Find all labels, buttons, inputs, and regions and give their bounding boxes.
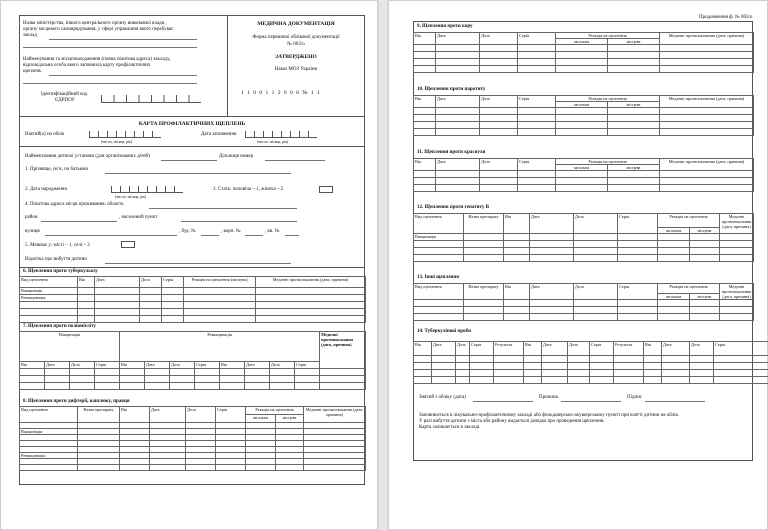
address-label: 4. Поштова адреса місця проживання: область xyxy=(25,202,124,207)
s8-title: 8. Щеплення проти дифтерії, кашлюку, правця xyxy=(23,399,130,404)
removed-label: Знятий з обліку (дата) xyxy=(419,395,466,400)
taken-label: Взятий(а) на облік xyxy=(25,132,65,137)
s7-table xyxy=(19,331,366,390)
s13-h-general: загальна xyxy=(658,294,690,300)
s13-h-local: місцева xyxy=(690,294,720,300)
s7-c10: Дата xyxy=(245,362,270,369)
taken-date-hint: (число, місяць, рік) xyxy=(101,140,133,144)
s11-h-contra: Медичні протипоказання (дата, причина) xyxy=(660,159,754,171)
ministry-line-1: Назва міністерства, іншого центрального органу виконавчої влади, xyxy=(23,21,166,26)
s8-h-drug: Назва препарату xyxy=(78,407,120,423)
s11-h-age: Вік xyxy=(414,159,436,171)
ministry-input-line[interactable] xyxy=(49,39,197,40)
s14-c4: Серія xyxy=(470,342,494,356)
institution-line-1: Найменування та місцезнаходження (повна поштова адреса) закладу, xyxy=(23,57,171,62)
s7-contra: Медичні протипоказання (дата, причина) xyxy=(320,332,366,369)
street-label: вулиця xyxy=(25,229,40,234)
s12-h-drug: Назва препарату xyxy=(464,214,504,234)
s8-h-date: Дата xyxy=(150,407,186,423)
approved-label: ЗАТВЕРДЖЕНО xyxy=(275,54,317,60)
district-input-line[interactable] xyxy=(265,160,325,161)
name-input-line[interactable] xyxy=(105,173,291,174)
s12-table xyxy=(413,213,754,262)
s7-c4: Серія xyxy=(95,362,120,369)
form-number: № 063/о xyxy=(287,42,305,47)
s11-h-series: Серія xyxy=(518,159,556,171)
note-1: Заповнюється в лікувально-профілактичному закладі або фельдшерсько-акушерському пункті при взятті дитини на облік. xyxy=(419,413,680,418)
signature-input-line[interactable] xyxy=(645,401,705,402)
form-line: Форма первинної облікової документації xyxy=(252,35,340,40)
s6-h-date: Дата xyxy=(95,277,140,288)
s12-title: 12. Щеплення проти гепатиту В xyxy=(417,205,490,210)
s12-row-vacc: Вакцинація xyxy=(414,234,464,241)
s12-h-series: Серія xyxy=(618,214,658,234)
s8-table xyxy=(19,406,366,471)
s9-h-age: Вік xyxy=(414,33,436,45)
reason-input-line[interactable] xyxy=(561,401,621,402)
removed-date-input-line[interactable] xyxy=(473,401,533,402)
s7-c2: Дата xyxy=(45,362,70,369)
s6-h-age: Вік xyxy=(78,277,95,288)
s7-c6: Дата xyxy=(145,362,170,369)
s9-h-reaction: Реакція на щеплення xyxy=(556,33,660,39)
s14-c11: Вік xyxy=(644,342,662,356)
s7-c11: Доза xyxy=(270,362,295,369)
s14-c10: Результат xyxy=(614,342,644,356)
raion-label: район xyxy=(25,215,38,220)
s10-title: 10. Щеплення проти паротиту xyxy=(417,87,486,92)
s14-table xyxy=(413,341,768,384)
s12-h-type: Вид щеплення xyxy=(414,214,464,234)
s7-c5: Вік xyxy=(120,362,145,369)
s10-h-local: місцева xyxy=(608,102,660,108)
house-label: , буд. № xyxy=(179,229,196,234)
note-3: Карта залишається в закладі. xyxy=(419,425,481,430)
s8-h-local: місцева xyxy=(276,415,304,423)
s8-h-reaction: Реакція на щеплення xyxy=(246,407,304,415)
s6-title: 6. Щеплення проти туберкульозу xyxy=(23,269,98,274)
note-2: У разі вибуття дитини з міста або району видається довідка про проведення щеплення. xyxy=(419,419,605,424)
region-input-line[interactable] xyxy=(149,208,297,209)
s11-h-dose: Доза xyxy=(480,159,518,171)
medical-doc-title: МЕДИЧНА ДОКУМЕНТАЦІЯ xyxy=(257,21,335,27)
s8-h-type: Вид щеплення xyxy=(20,407,78,423)
s6-h-dose: Доза xyxy=(140,277,162,288)
edrpou-boxes[interactable] xyxy=(101,95,201,103)
s9-h-series: Серія xyxy=(518,33,556,45)
s14-c9: Серія xyxy=(590,342,614,356)
s9-h-local: місцева xyxy=(608,39,660,45)
s6-table xyxy=(19,276,366,323)
code-label-2: ЄДРПОУ xyxy=(55,98,75,103)
s13-h-drug: Назва препарату xyxy=(464,284,504,300)
s12-h-contra: Медичні протипоказання (дата, причина) xyxy=(720,214,754,234)
s7-c7: Доза xyxy=(170,362,195,369)
s7-group-revacc: Ревакцинація xyxy=(120,332,320,362)
s13-h-contra: Медичні протипоказання (дата, причина) xyxy=(720,284,754,300)
s12-h-age: Вік xyxy=(504,214,530,234)
institution-line-3: щеплень xyxy=(23,69,42,74)
s9-table xyxy=(413,32,754,73)
s10-h-date: Дата xyxy=(436,96,480,108)
s13-h-reaction: Реакція на щеплення xyxy=(658,284,720,294)
s7-c9: Вік xyxy=(220,362,245,369)
s6-h-series: Серія xyxy=(162,277,184,288)
kindergarten-input-line[interactable] xyxy=(161,160,217,161)
birth-date-hint: (число, місяць, рік) xyxy=(115,195,147,199)
s9-h-contra: Медичні протипоказання (дата, причина) xyxy=(660,33,754,45)
raion-input-line[interactable] xyxy=(41,221,117,222)
s6-h-type: Вид щеплення xyxy=(20,277,78,288)
s11-h-reaction: Реакція на щеплення xyxy=(556,159,660,165)
s8-h-general: загальна xyxy=(246,415,276,423)
s13-h-type: Вид щеплення xyxy=(414,284,464,300)
s8-h-age: Вік xyxy=(120,407,150,423)
residence-checkbox[interactable] xyxy=(121,241,135,248)
s8-row-vacc: Вакцинація xyxy=(20,429,78,435)
s7-c3: Доза xyxy=(70,362,95,369)
s7-c8: Серія xyxy=(195,362,220,369)
s10-h-general: загальна xyxy=(556,102,608,108)
s6-row-revacc: Ревакцинація xyxy=(20,295,78,302)
taken-date-boxes[interactable] xyxy=(89,131,161,138)
s14-c12: Дата xyxy=(662,342,690,356)
s7-title: 7. Щеплення проти поліомієліту xyxy=(23,324,96,329)
s7-group-vacc: Вакцинація xyxy=(20,332,120,362)
ministry-line-2: органу місцевого самоврядування, у сфері управління якого перебуває xyxy=(23,27,174,32)
s11-h-general: загальна xyxy=(556,165,608,171)
settlement-input-line[interactable] xyxy=(181,221,297,222)
s9-h-general: загальна xyxy=(556,39,608,45)
s12-h-general: загальна xyxy=(658,228,690,234)
continuation-label: Продовження ф. № 063/о xyxy=(699,15,753,20)
s6-h-reaction: Реакція на щеплення (місцева) xyxy=(184,277,256,288)
s8-h-contra: Медичні протипоказання (дата, причина) xyxy=(304,407,366,423)
leave-label: Відмітка про вибуття дитини xyxy=(25,257,87,262)
s14-title: 14. Туберкулінові проби xyxy=(417,329,471,334)
s14-c13: Доза xyxy=(690,342,714,356)
s14-c7: Дата xyxy=(542,342,568,356)
s11-h-date: Дата xyxy=(436,159,480,171)
settlement-label: , населений пункт xyxy=(119,215,158,220)
s8-row-revacc: Ревакцинація xyxy=(20,453,78,459)
s7-c12: Серія xyxy=(295,362,320,369)
s14-c6: Вік xyxy=(524,342,542,356)
form-page-2 xyxy=(388,0,768,530)
signature-label: Підпис xyxy=(627,395,643,400)
s14-c8: Доза xyxy=(568,342,590,356)
reason-label: Причина xyxy=(539,395,558,400)
s12-h-date: Дата xyxy=(530,214,574,234)
leave-input-line[interactable] xyxy=(105,263,291,264)
s14-c1: Вік xyxy=(414,342,432,356)
s10-h-age: Вік xyxy=(414,96,436,108)
s13-h-date: Дата xyxy=(530,284,574,300)
s9-h-dose: Доза xyxy=(480,33,518,45)
s12-h-local: місцева xyxy=(690,228,720,234)
kindergarten-label: Найменування дитячої установи (для організованих дітей) xyxy=(25,154,150,159)
s13-h-dose: Доза xyxy=(574,284,618,300)
filled-date-hint: (число, місяць, рік) xyxy=(257,140,289,144)
s10-h-contra: Медичні протипоказання (дата, причина) xyxy=(660,96,754,108)
s10-h-series: Серія xyxy=(518,96,556,108)
s11-table xyxy=(413,158,754,192)
s13-title: 13. Інші щеплення xyxy=(417,275,459,280)
s8-h-dose: Доза xyxy=(186,407,216,423)
filled-label: Дата заповнення xyxy=(201,132,237,137)
kv-label: , кв. № xyxy=(265,229,280,234)
form-code-digits: 1 1 0 0 1 1 2 0 0 6 № 1 1 xyxy=(241,90,321,96)
ministry-line-3: заклад xyxy=(23,33,37,38)
s6-h-contra: Медичні протипоказання (дата, причина) xyxy=(256,277,366,288)
code-label-1: Ідентифікаційний код xyxy=(41,92,88,97)
s14-c3: Доза xyxy=(456,342,470,356)
institution-line-2: відповідальна особа якого заповнила карту профілактичних xyxy=(23,63,151,68)
s12-h-reaction: Реакція на щеплення xyxy=(658,214,720,228)
s14-c2: Дата xyxy=(432,342,456,356)
s13-table xyxy=(413,283,754,321)
card-title: КАРТА ПРОФІЛАКТИЧНИХ ЩЕПЛЕНЬ xyxy=(138,121,246,127)
s13-h-series: Серія xyxy=(618,284,658,300)
s14-c14: Серія xyxy=(714,342,768,356)
kv-input-line[interactable] xyxy=(285,235,299,236)
house-input-line[interactable] xyxy=(201,235,219,236)
residence-label: 5. Мешкає у: місті – 1, селі – 2 xyxy=(25,243,90,248)
name-label: 1. Прізвище, ім’я, по батькові xyxy=(25,167,89,172)
sex-label: 3. Стать: чоловіча – 1, жіноча – 2 xyxy=(213,187,284,192)
form-page-1 xyxy=(0,0,378,530)
korp-input-line[interactable] xyxy=(245,235,263,236)
s11-h-local: місцева xyxy=(608,165,660,171)
sex-checkbox[interactable] xyxy=(319,186,333,193)
s10-table xyxy=(413,95,754,136)
order-label: Наказ МОЗ України xyxy=(274,67,318,72)
filled-date-boxes[interactable] xyxy=(245,131,317,138)
s10-h-dose: Доза xyxy=(480,96,518,108)
institution-input-line[interactable] xyxy=(49,75,197,76)
s6-row-vacc: Вакцинація xyxy=(20,288,78,295)
birth-label: 2. Дата народження xyxy=(25,187,67,192)
street-input-line[interactable] xyxy=(45,235,177,236)
district-label: Дільниця номер xyxy=(219,154,254,159)
s11-title: 11. Щеплення проти краснухи xyxy=(417,150,486,155)
korp-label: , корп. № xyxy=(221,229,241,234)
s13-h-age: Вік xyxy=(504,284,530,300)
s9-h-date: Дата xyxy=(436,33,480,45)
s7-c1: Вік xyxy=(20,362,45,369)
s10-h-reaction: Реакція на щеплення xyxy=(556,96,660,102)
s14-c5: Результат xyxy=(494,342,524,356)
s9-title: 9. Щеплення проти кору xyxy=(417,24,473,29)
s8-h-series: Серія xyxy=(216,407,246,423)
s12-h-dose: Доза xyxy=(574,214,618,234)
birth-date-boxes[interactable] xyxy=(111,186,183,193)
